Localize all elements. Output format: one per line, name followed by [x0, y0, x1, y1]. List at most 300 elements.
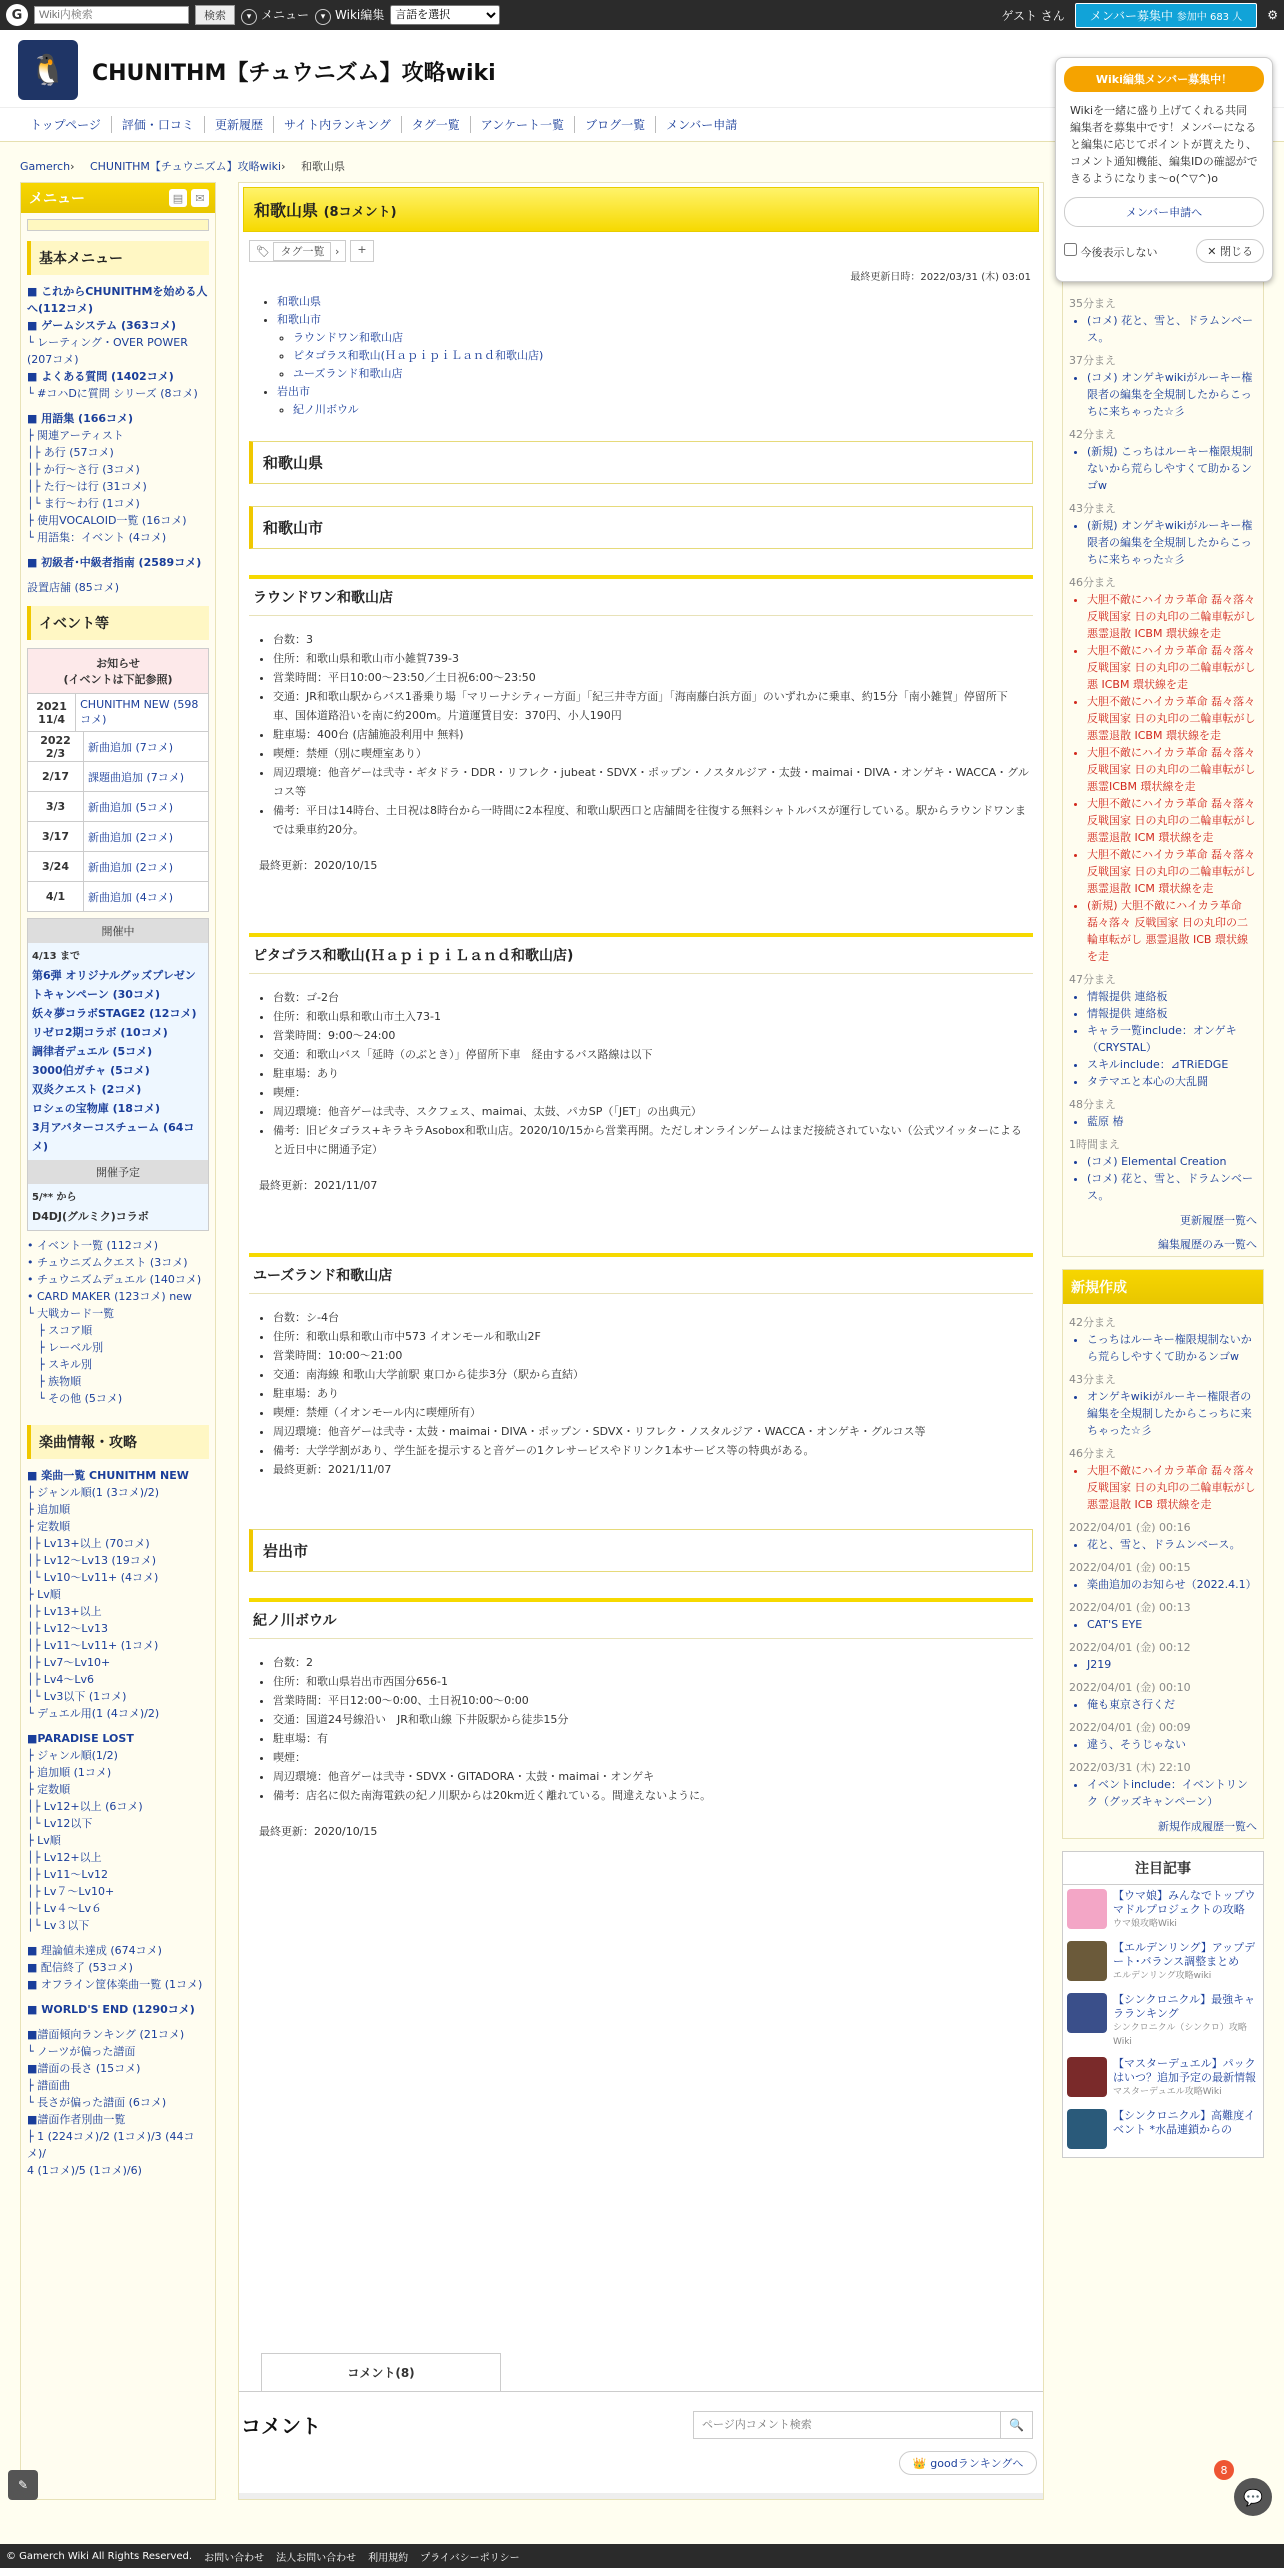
- misc-menu-item[interactable]: └ その他 (5コメ): [27, 1392, 123, 1405]
- time-label: 42分まえ: [1069, 1316, 1116, 1329]
- misc-menu-item[interactable]: ├ スキル別: [27, 1358, 93, 1371]
- history-item[interactable]: • イベントinclude：イベントリンク（グッズキャンペーン）: [1087, 1776, 1257, 1810]
- shop-detail-line: • 駐車場：400台 (店舗施設利用中 無料): [273, 725, 1029, 744]
- time-label: 43分まえ: [1069, 502, 1116, 515]
- shop-detail-line: • 台数：3: [273, 630, 1029, 649]
- ongoing-events: [27, 918, 209, 1231]
- crown-icon: 👑: [912, 2456, 927, 2470]
- history-item[interactable]: • (コメ) オンゲキwikiがルーキー権限者の編集を全規制したからこっちに来ちゃった☆彡: [1087, 369, 1257, 420]
- song-menu-item[interactable]: ■ 楽曲一覧 CHUNITHM NEW: [27, 1469, 189, 1482]
- ongoing-event-item[interactable]: 妖々夢コラボSTAGE2 (12コメ): [32, 1007, 197, 1020]
- event-date: 2/17: [28, 762, 84, 791]
- song-menu-item[interactable]: ├ Lv順: [27, 1834, 61, 1847]
- sidebar-gap: [27, 402, 209, 410]
- collapse-icon[interactable]: ▤: [169, 189, 187, 207]
- sidebar-gap: [27, 546, 209, 554]
- edit-history-link[interactable]: 編集履歴のみ一覧へ: [1158, 1238, 1257, 1251]
- history-item[interactable]: • 大胆不敵にハイカラ革命 磊々落々 反戦国家 日の丸印の二輪車転がし 悪霊退散 ICBM 環状線を走: [1087, 693, 1257, 744]
- close-label: 閉じる: [1220, 245, 1253, 258]
- wiki-edit-button[interactable]: [315, 6, 384, 25]
- events-title: イベント等: [27, 606, 209, 640]
- time-label: 2022/04/01 (金) 00:10: [1069, 1681, 1191, 1694]
- sidebar-item[interactable]: └ レーティング・OVER POWER (207コメ): [27, 336, 188, 366]
- more-history-link[interactable]: 更新履歴一覧へ: [1180, 1214, 1257, 1227]
- history-item[interactable]: • タテマエと本心の大乱闘: [1087, 1073, 1257, 1090]
- nav-history[interactable]: 更新履歴: [205, 116, 274, 133]
- comment-search-input[interactable]: [694, 2412, 1000, 2438]
- menu-label: メニュー: [261, 7, 310, 22]
- tags-bar: [249, 240, 1033, 262]
- heading-wakayama-city: 和歌山市: [249, 506, 1033, 549]
- sidebar-item[interactable]: └ #コハDに質問 シリーズ (8コメ): [27, 387, 198, 400]
- sidebar-item[interactable]: ■ よくある質問 (1402コメ): [27, 370, 174, 383]
- shop-detail-line: • 住所：和歌山県和歌山市中573 イオンモール和歌山2F: [273, 1327, 1029, 1346]
- site-logo-icon[interactable]: 🐧: [18, 40, 78, 100]
- shop-details: [239, 1294, 1029, 1479]
- notice-table: [27, 648, 209, 912]
- edit-fab-icon[interactable]: ✎: [8, 2470, 38, 2500]
- event-title[interactable]: 新曲追加 (7コメ): [88, 740, 174, 754]
- main-content: [238, 182, 1044, 2500]
- heading-pref: 和歌山県: [249, 441, 1033, 484]
- history-item[interactable]: • CAT'S EYE: [1087, 1616, 1257, 1633]
- heading-iwade: 岩出市: [249, 1529, 1033, 1572]
- history-item[interactable]: • (新規) オンゲキwikiがルーキー権限者の編集を全規制したからこっちに来ちゃった☆彡: [1087, 517, 1257, 568]
- featured-item[interactable]: [1063, 1937, 1263, 1989]
- nav-surveys[interactable]: アンケート一覧: [471, 116, 575, 133]
- sidebar-gap: [27, 571, 209, 579]
- recruit-label: メンバー募集中: [1089, 8, 1173, 23]
- history-item[interactable]: • 楽曲追加のお知らせ（2022.4.1）: [1087, 1576, 1257, 1593]
- sidebar-item[interactable]: │├ か行～さ行 (3コメ): [27, 463, 140, 476]
- song-menu-item[interactable]: └ デュエル用(1 (4コメ)/2): [27, 1707, 160, 1720]
- shop-details: [239, 1639, 1029, 1805]
- misc-menu-item[interactable]: ├ レーベル別: [27, 1341, 104, 1354]
- featured-item[interactable]: [1063, 1989, 1263, 2053]
- song-menu-item[interactable]: ■PARADISE LOST: [27, 1732, 134, 1745]
- basic-menu-list: [21, 283, 215, 596]
- ongoing-event-item[interactable]: ロシェの宝物庫 (18コメ): [32, 1102, 160, 1115]
- good-ranking-button[interactable]: [899, 2451, 1037, 2475]
- ongoing-event-item[interactable]: 3000伯ガチャ (5コメ): [32, 1064, 150, 1077]
- member-recruit-button[interactable]: [1075, 3, 1257, 28]
- breadcrumb: Gamerch› CHUNITHM【チュウニズム】攻略wiki› 和歌山県: [20, 160, 345, 173]
- settings-icon[interactable]: ⚙: [1267, 8, 1278, 22]
- event-title[interactable]: CHUNITHM NEW (598コメ): [80, 698, 199, 726]
- song-menu-item[interactable]: ├ 譜面曲: [27, 2079, 71, 2092]
- song-menu-item[interactable]: │├ Lv7～Lv10+: [27, 1656, 111, 1669]
- history-item[interactable]: • 情報提供 連絡板: [1087, 1005, 1257, 1022]
- song-menu-item[interactable]: ■譜面の長さ (15コメ): [27, 2062, 141, 2075]
- history-item[interactable]: • J219: [1087, 1656, 1257, 1673]
- recent-updates-box: [1062, 182, 1264, 1257]
- wiki-search-input[interactable]: [34, 6, 189, 24]
- song-menu-item[interactable]: │├ Lv４～Lv６: [27, 1902, 103, 1915]
- song-menu-item[interactable]: ├ 追加順 (1コメ): [27, 1766, 112, 1779]
- song-menu-item[interactable]: ■ オフライン筐体楽曲一覧 (1コメ): [27, 1978, 203, 1991]
- song-menu-item[interactable]: │├ Lv７～Lv10+: [27, 1885, 115, 1898]
- page-comment-count[interactable]: (8コメント): [323, 205, 397, 220]
- planned-header: 開催予定: [28, 1160, 208, 1184]
- member-recruit-popup: [1055, 57, 1273, 282]
- shop-detail-line: • 喫煙：禁煙（イオンモール内に喫煙所有）: [273, 1403, 1029, 1422]
- song-menu-item[interactable]: │└ Lv３以下: [27, 1919, 90, 1932]
- language-select[interactable]: [390, 5, 500, 25]
- popup-hide-checkbox[interactable]: [1064, 243, 1158, 260]
- featured-thumbnail: [1067, 1889, 1107, 1929]
- event-date: 4/1: [28, 882, 84, 911]
- page-title-text: 和歌山県: [254, 201, 319, 220]
- search-icon[interactable]: 🔍: [1000, 2412, 1032, 2438]
- featured-item[interactable]: [1063, 2053, 1263, 2105]
- new-post-bar: [239, 2493, 1044, 2500]
- shop-detail-line: • 備考：大学学割があり、学生証を提示すると音ゲーの1クレサービスやドリンク1本サービス等の特典がある。: [273, 1441, 1029, 1460]
- song-menu-item[interactable]: └ 長さが偏った譜面 (6コメ): [27, 2096, 167, 2109]
- nav-top[interactable]: トップページ: [20, 116, 112, 133]
- toc-iwade[interactable]: 岩出市: [277, 385, 310, 398]
- left-sidebar: [20, 182, 216, 2500]
- time-label: 48分まえ: [1069, 1098, 1116, 1111]
- time-label: 1時間まえ: [1069, 1138, 1120, 1151]
- popup-body: Wikiを一緒に盛り上げてくれる共同編集者を募集中です！メンバーになると編集に応じてポイントが貰えたり、コメント通知機能、編集IDの確認ができるようになりま～o(^▽^)o: [1070, 104, 1258, 185]
- song-menu-item[interactable]: │├ Lv11～Lv11+ (1コメ): [27, 1639, 159, 1652]
- good-ranking-label: goodランキングへ: [930, 2457, 1024, 2470]
- menu-header-label: メニュー: [29, 191, 85, 207]
- misc-menu-item[interactable]: • CARD MAKER (123コメ) new: [27, 1290, 192, 1303]
- sidebar-item[interactable]: ├ 関連アーティスト: [27, 429, 124, 442]
- event-row[interactable]: [28, 821, 208, 851]
- misc-menu-item[interactable]: • チュウニズムクエスト (3コメ): [27, 1256, 188, 1269]
- song-menu-item[interactable]: ├ ジャンル順(1/2): [27, 1749, 118, 1762]
- shop-detail-line: • 住所：和歌山県岩出市西国分656-1: [273, 1672, 1029, 1691]
- shop-detail-line: • 備考：平日は14時台、土日祝は8時台から一時間に2本程度、和歌山駅西口と店舗間を往復する無料シャトルバスが運行している。駅からラウンドワンまでは乗車約20分。: [273, 801, 1029, 839]
- shop-detail-line: • 喫煙：禁煙（別に喫煙室あり）: [273, 744, 1029, 763]
- misc-menu-item[interactable]: • イベント一覧 (112コメ): [27, 1239, 159, 1252]
- wiki-edit-label: Wiki編集: [335, 7, 385, 22]
- event-row[interactable]: [28, 761, 208, 791]
- time-label: 35分まえ: [1069, 297, 1116, 310]
- featured-title-text[interactable]: 【マスターデュエル】パックはいつ？追加予定の最新情報: [1113, 2057, 1256, 2084]
- featured-title-text[interactable]: 【シンクロニクル】高難度イベント *水晶連鎖からの: [1113, 2109, 1256, 2136]
- songs-menu: [21, 1467, 215, 2179]
- history-item[interactable]: • 大胆不敵にハイカラ革命 磊々落々 反戦国家 日の丸印の二輪車転がし 悪霊退散 ICM 環状線を走: [1087, 795, 1257, 846]
- misc-menu-item[interactable]: • チュウニズムデュエル (140コメ): [27, 1273, 202, 1286]
- shop-detail-line: • 周辺環境：他音ゲーは弐寺・ギタドラ・DDR・リフレク・jubeat・SDVX・ポップン・ノスタルジア・太鼓・maimai・DIVA・オンゲキ・WACCA・グルコス等: [273, 763, 1029, 801]
- song-menu-item[interactable]: └ ノーツが偏った譜面: [27, 2045, 136, 2058]
- history-item[interactable]: • 大胆不敵にハイカラ革命 磊々落々 反戦国家 日の丸印の二輪車転がし 悪霊退散 ICM 環状線を走: [1087, 846, 1257, 897]
- time-label: 43分まえ: [1069, 1373, 1116, 1386]
- shop-detail-line: • 交通：南海線 和歌山大学前駅 東口から徒歩3分（駅から直結）: [273, 1365, 1029, 1384]
- page-title: [243, 187, 1039, 232]
- crumb-gamerch[interactable]: Gamerch: [20, 160, 71, 173]
- shop-detail-line: • 喫煙：: [273, 1083, 1029, 1102]
- notice-header: お知らせ (イベントは下記参照): [28, 649, 208, 693]
- tag-list-button[interactable]: 🏷 タグ一覧 ›: [249, 240, 346, 262]
- footer-contact[interactable]: お問い合わせ: [204, 2552, 265, 2564]
- ongoing-date: 4/13 まで: [32, 951, 81, 962]
- crumb-current: 和歌山県: [300, 160, 345, 173]
- event-title[interactable]: 課題曲追加 (7コメ): [88, 770, 185, 784]
- history-item[interactable]: • 俺も東京さ行くだ: [1087, 1696, 1257, 1713]
- comment-search: [693, 2411, 1033, 2439]
- ongoing-event-item[interactable]: リゼロ2期コラボ (10コメ): [32, 1026, 168, 1039]
- songs-title: 楽曲情報・攻略: [27, 1425, 209, 1459]
- sidebar-item[interactable]: │├ た行～は行 (31コメ): [27, 480, 147, 493]
- song-menu-item[interactable]: ■ 理論値未達成 (674コメ): [27, 1944, 162, 1957]
- event-title[interactable]: 新曲追加 (4コメ): [88, 890, 174, 904]
- history-item[interactable]: • オンゲキwikiがルーキー権限者の編集を全規制したからこっちに来ちゃった☆彡: [1087, 1388, 1257, 1439]
- song-menu-item[interactable]: ■譜面傾向ランキング (21コメ): [27, 2028, 185, 2041]
- history-item[interactable]: • こっちはルーキー権限規制ないから荒らしやすくて助かるンゴw: [1087, 1331, 1257, 1365]
- popup-title: Wiki編集メンバー募集中！: [1064, 66, 1264, 92]
- toc-useland[interactable]: ユーズランド和歌山店: [293, 367, 403, 380]
- misc-menu-item[interactable]: ├ スコア順: [27, 1324, 93, 1337]
- new-post-input[interactable]: [281, 2499, 921, 2500]
- song-menu-item[interactable]: ├ 1 (224コメ)/2 (1コメ)/3 (44コメ)/: [27, 2130, 195, 2160]
- time-label: 2022/04/01 (金) 00:12: [1069, 1641, 1191, 1654]
- featured-source: ウマ娘攻略Wiki: [1113, 1919, 1177, 1929]
- new-pages-title: 新規作成: [1063, 1270, 1263, 1304]
- song-menu-item[interactable]: │├ Lv12+以上: [27, 1851, 102, 1864]
- gamerch-logo-icon[interactable]: G: [6, 4, 28, 26]
- song-menu-item[interactable]: │├ Lv11～Lv12: [27, 1868, 109, 1881]
- time-label: 47分まえ: [1069, 973, 1116, 986]
- song-menu-item[interactable]: │└ Lv12以下: [27, 1817, 93, 1830]
- shop-last-updated: 最終更新：2021/11/07: [259, 1179, 378, 1192]
- event-date: 2022 2/3: [28, 732, 84, 761]
- shop-detail-line: • 周辺環境：他音ゲーは弐寺・太鼓・maimai・DIVA・ポップン・SDVX・リフレク・ノスタルジア・WACCA・オンゲキ・グルコス等: [273, 1422, 1029, 1441]
- sidebar-gap: [27, 1722, 209, 1730]
- planned-item[interactable]: D4DJ(グルミク)コラボ: [32, 1210, 149, 1223]
- featured-title-text[interactable]: 【エルデンリング】アップデート･バランス調整まとめ: [1113, 1941, 1256, 1968]
- misc-menu: [21, 1237, 215, 1407]
- new-pages-box: [1062, 1269, 1264, 1839]
- crumb-wiki[interactable]: CHUNITHM【チュウニズム】攻略wiki: [89, 160, 282, 173]
- basic-menu-title: 基本メニュー: [27, 241, 209, 275]
- footer: [0, 2544, 1284, 2568]
- song-menu-item[interactable]: │├ Lv12～Lv13: [27, 1622, 109, 1635]
- history-item[interactable]: • 大胆不敵にハイカラ革命 磊々落々 反戦国家 日の丸印の二輪車転がし 悪霊ICBM 環状線を走: [1087, 744, 1257, 795]
- event-row[interactable]: [28, 693, 208, 731]
- menu-icon: ▾: [241, 9, 257, 25]
- song-menu-item[interactable]: │└ Lv10～Lv11+ (4コメ): [27, 1571, 159, 1584]
- history-item[interactable]: • 大胆不敵にハイカラ革命 磊々落々 反戦国家 日の丸印の二輪車転がし 悪霊退散 ICB 環状線を走: [1087, 1462, 1257, 1513]
- featured-source: シンクロニクル（シンクロ）攻略Wiki: [1113, 2023, 1247, 2047]
- popup-join-button[interactable]: メンバー申請へ: [1064, 197, 1264, 227]
- comment-tab[interactable]: コメント(8): [261, 2353, 501, 2391]
- song-menu-item[interactable]: ■譜面作者別曲一覧: [27, 2113, 126, 2126]
- shop-detail-line: • 営業時間：9:00～24:00: [273, 1026, 1029, 1045]
- song-menu-item[interactable]: 4 (1コメ)/5 (1コメ)/6): [27, 2164, 142, 2177]
- history-item[interactable]: • 違う、そうじゃない: [1087, 1736, 1257, 1753]
- sidebar-item[interactable]: ■ 用語集 (166コメ): [27, 412, 134, 425]
- right-sidebar: [1062, 182, 1264, 2568]
- time-label: 2022/04/01 (金) 00:13: [1069, 1601, 1191, 1614]
- sidebar-item[interactable]: ■ これからCHUNITHMを始める人へ(112コメ): [27, 285, 208, 315]
- shop-detail-line: • 営業時間：平日10:00～23:50／土日祝6:00～23:50: [273, 668, 1029, 687]
- toc-wakayama-city[interactable]: 和歌山市: [277, 313, 321, 326]
- sidebar-item[interactable]: └ 用語集：イベント (4コメ): [27, 531, 167, 544]
- time-label: 2022/04/01 (金) 00:09: [1069, 1721, 1191, 1734]
- song-menu-item[interactable]: │├ Lv13+以上 (70コメ): [27, 1537, 150, 1550]
- featured-source: エルデンリング攻略wiki: [1113, 1971, 1212, 1981]
- nav-blogs[interactable]: ブログ一覧: [575, 116, 656, 133]
- shop-detail-line: • 営業時間：平日12:00～0:00、土日祝10:00～0:00: [273, 1691, 1029, 1710]
- sidebar-item[interactable]: │├ あ行 (57コメ): [27, 446, 114, 459]
- nav-ranking[interactable]: サイト内ランキング: [274, 116, 402, 133]
- time-label: 37分まえ: [1069, 354, 1116, 367]
- song-menu-item[interactable]: │├ Lv12+以上 (6コメ): [27, 1800, 143, 1813]
- sidebar-divider: [27, 219, 209, 231]
- shop-detail-line: • 駐車場：あり: [273, 1384, 1029, 1403]
- shop-detail-line: • 交通：国道24号線沿い JR和歌山線 下井阪駅から徒歩15分: [273, 1710, 1029, 1729]
- footer-corp-contact[interactable]: 法人お問い合わせ: [276, 2552, 357, 2564]
- page-updated: 最終更新日時：2022/03/31 (木) 03:01: [850, 272, 1031, 283]
- event-row[interactable]: [28, 731, 208, 761]
- toc-kinokawa[interactable]: 紀ノ川ボウル: [293, 403, 359, 416]
- song-menu-item[interactable]: ├ 定数順: [27, 1783, 71, 1796]
- history-item[interactable]: • 花と、雪と、ドラムンベース。: [1087, 1536, 1257, 1553]
- sidebar-menu-header: [21, 183, 215, 213]
- nav-reviews[interactable]: 評価・口コミ: [112, 116, 205, 133]
- history-item[interactable]: • (コメ) 花と、雪と、ドラムンベース。: [1087, 1170, 1257, 1204]
- event-date: 3/3: [28, 792, 84, 821]
- chat-fab-icon[interactable]: 💬: [1234, 2478, 1272, 2516]
- add-tag-button[interactable]: +: [350, 240, 373, 262]
- sidebar-gap: [27, 1993, 209, 2001]
- avatar: [245, 2499, 273, 2500]
- chat-icon[interactable]: ✉: [191, 189, 209, 207]
- misc-menu-item[interactable]: ├ 族物順: [27, 1375, 82, 1388]
- history-item[interactable]: • キャラ一覧include：オンゲキ（CRYSTAL）: [1087, 1022, 1257, 1056]
- shop-last-updated: 最終更新：2020/10/15: [259, 1825, 378, 1838]
- shop-heading: ピタゴラス和歌山(ＨａｐｉｐｉＬａｎｄ和歌山店): [249, 933, 1033, 974]
- shop-detail-line: • 備考：店名に似た南海電鉄の紀ノ川駅からは20km近く離れている。間違えないように。: [273, 1786, 1029, 1805]
- joined-count: 参加中 683 人: [1176, 11, 1243, 23]
- event-date: 2021 11/4: [28, 694, 76, 731]
- song-menu-item[interactable]: ├ Lv順: [27, 1588, 61, 1601]
- event-title[interactable]: 新曲追加 (2コメ): [88, 830, 174, 844]
- shop-detail-line: • 営業時間：10:00～21:00: [273, 1346, 1029, 1365]
- sidebar-gap: [27, 1934, 209, 1942]
- song-menu-item[interactable]: │└ Lv3以下 (1コメ): [27, 1690, 127, 1703]
- shop-detail-line: • 台数：ゴ-2台: [273, 988, 1029, 1007]
- featured-title-text[interactable]: 【ウマ娘】みんなでトップウマドルプロジェクトの攻略: [1113, 1889, 1256, 1916]
- ongoing-event-item[interactable]: 調律者デュエル (5コメ): [32, 1045, 153, 1058]
- song-menu-item[interactable]: │├ Lv12～Lv13 (19コメ): [27, 1554, 157, 1567]
- sidebar-gap: [27, 2018, 209, 2026]
- history-item[interactable]: • 大胆不敵にハイカラ革命 磊々落々 反戦国家 日の丸印の二輪車転がし悪霊退散 ICBM 環状線を走: [1087, 591, 1257, 642]
- edit-icon: ▾: [315, 9, 331, 25]
- song-menu-item[interactable]: │├ Lv13+以上: [27, 1605, 102, 1618]
- history-item[interactable]: • スキルinclude：⊿TRiEDGE: [1087, 1056, 1257, 1073]
- ongoing-event-item[interactable]: 双炎クエスト (2コメ): [32, 1083, 142, 1096]
- song-menu-item[interactable]: ■ 配信終了 (53コメ): [27, 1961, 133, 1974]
- song-menu-item[interactable]: ■ WORLD'S END (1290コメ): [27, 2003, 195, 2016]
- history-item[interactable]: • 藍原 椿: [1087, 1113, 1257, 1130]
- song-menu-item[interactable]: ├ 定数順: [27, 1520, 71, 1533]
- toc-round1[interactable]: ラウンドワン和歌山店: [293, 331, 403, 344]
- hide-label: 今後表示しない: [1080, 245, 1158, 259]
- nav-member-apply[interactable]: メンバー申請: [666, 118, 738, 132]
- featured-articles: [1062, 1851, 1264, 2158]
- sidebar-item[interactable]: ■ 初級者･中級者指南 (2589コメ): [27, 556, 202, 569]
- planned-date: 5/** から: [32, 1192, 77, 1203]
- song-menu-item[interactable]: ├ ジャンル順(1 (3コメ)/2): [27, 1486, 159, 1499]
- hide-checkbox[interactable]: [1064, 243, 1077, 256]
- shop-detail-line: • 住所：和歌山県和歌山市小雑賀739-3: [273, 649, 1029, 668]
- featured-title-text[interactable]: 【シンクロニクル】最強キャラランキング: [1113, 1993, 1256, 2020]
- footer-terms[interactable]: 利用規約: [368, 2552, 409, 2564]
- event-row[interactable]: [28, 791, 208, 821]
- ongoing-event-item[interactable]: 第6弾 オリジナルグッズプレゼントキャンペーン (30コメ): [32, 969, 196, 1001]
- event-date: 3/17: [28, 822, 84, 851]
- time-label: 2022/04/01 (金) 00:16: [1069, 1521, 1191, 1534]
- nav-tags[interactable]: タグ一覧: [402, 116, 471, 133]
- song-menu-item[interactable]: │├ Lv4～Lv6: [27, 1673, 95, 1686]
- comments-section: [239, 2353, 1044, 2470]
- guest-label[interactable]: ゲスト さん: [1001, 8, 1065, 23]
- time-label: 2022/03/31 (木) 22:10: [1069, 1761, 1191, 1774]
- comment-title: コメント: [241, 2414, 321, 2438]
- history-item[interactable]: • (コメ) 花と、雪と、ドラムンベース。: [1087, 312, 1257, 346]
- event-title[interactable]: 新曲追加 (2コメ): [88, 860, 174, 874]
- history-item[interactable]: • 情報提供 連絡板: [1087, 988, 1257, 1005]
- shop-detail-line: • 駐車場：有: [273, 1729, 1029, 1748]
- footer-copyright: © Gamerch Wiki All Rights Reserved.: [6, 2550, 193, 2562]
- ongoing-event-item[interactable]: 3月アバターコスチューム (64コメ): [32, 1121, 195, 1153]
- shop-details: [239, 974, 1029, 1159]
- featured-item[interactable]: [1063, 1885, 1263, 1937]
- toc-pref[interactable]: 和歌山県: [277, 295, 321, 308]
- shop-detail-line: • 住所：和歌山県和歌山市土入73-1: [273, 1007, 1029, 1026]
- event-title[interactable]: 新曲追加 (5コメ): [88, 800, 174, 814]
- shop-detail-line: • 備考：旧ピタゴラス+キラキラAsobox和歌山店。2020/10/15から営業再開。ただしオンラインゲームはまだ接続されていない（公式ツイッターによると近日中に開通予定）: [273, 1121, 1029, 1159]
- popup-close-button[interactable]: ✕ 閉じる: [1196, 239, 1264, 263]
- featured-title: 注目記事: [1063, 1852, 1263, 1885]
- featured-thumbnail: [1067, 2109, 1107, 2149]
- shop-heading: ユーズランド和歌山店: [249, 1253, 1033, 1294]
- footer-privacy[interactable]: プライバシーポリシー: [420, 2552, 520, 2564]
- shop-detail-line: • 周辺環境：他音ゲーは弐寺、スクフェス、maimai、太鼓、パカSP（「JET」の出典元）: [273, 1102, 1029, 1121]
- toc-pythagoras[interactable]: ピタゴラス和歌山(ＨａｐｉｐｉＬａｎｄ和歌山店): [293, 349, 544, 362]
- sidebar-item[interactable]: │└ ま行～わ行 (1コメ): [27, 497, 140, 510]
- shop-detail-line: • 台数：シ-4台: [273, 1308, 1029, 1327]
- featured-item[interactable]: [1063, 2105, 1263, 2157]
- sidebar-item[interactable]: ■ ゲームシステム (363コメ): [27, 319, 176, 332]
- history-item[interactable]: • (コメ) Elemental Creation: [1087, 1153, 1257, 1170]
- shop-detail-line: • 周辺環境：他音ゲーは弐寺・SDVX・GITADORA・太鼓・maimai・オンゲキ: [273, 1767, 1029, 1786]
- shop-detail-line: • 台数：2: [273, 1653, 1029, 1672]
- sidebar-item[interactable]: 設置店舗 (85コメ): [27, 581, 120, 594]
- misc-menu-item[interactable]: └ 大戦カード一覧: [27, 1307, 115, 1320]
- history-item[interactable]: • (新規) 大胆不敵にハイカラ革命 磊々落々 反戦国家 日の丸印の二輪車転がし 悪霊退散 ICB 環状線を走: [1087, 897, 1257, 965]
- history-item[interactable]: • (新規) こっちはルーキー権限規制ないから荒らしやすくて助かるンゴw: [1087, 443, 1257, 494]
- song-menu-item[interactable]: ├ 追加順: [27, 1503, 71, 1516]
- featured-thumbnail: [1067, 1941, 1107, 1981]
- new-pages-more-link[interactable]: 新規作成履歴一覧へ: [1158, 1820, 1257, 1833]
- search-button[interactable]: 検索: [195, 5, 235, 25]
- featured-source: マスターデュエル攻略Wiki: [1113, 2087, 1222, 2097]
- history-item[interactable]: • 大胆不敵にハイカラ革命 磊々落々 反戦国家 日の丸印の二輪車転がし 悪 ICBM 環状線を走: [1087, 642, 1257, 693]
- event-row[interactable]: [28, 851, 208, 881]
- sidebar-item[interactable]: ├ 使用VOCALOID一覧 (16コメ): [27, 514, 187, 527]
- menu-button[interactable]: [241, 6, 309, 25]
- ongoing-header: 開催中: [28, 919, 208, 943]
- site-title[interactable]: CHUNITHM【チュウニズム】攻略wiki: [92, 61, 496, 86]
- time-label: 42分まえ: [1069, 428, 1116, 441]
- event-row[interactable]: [28, 881, 208, 911]
